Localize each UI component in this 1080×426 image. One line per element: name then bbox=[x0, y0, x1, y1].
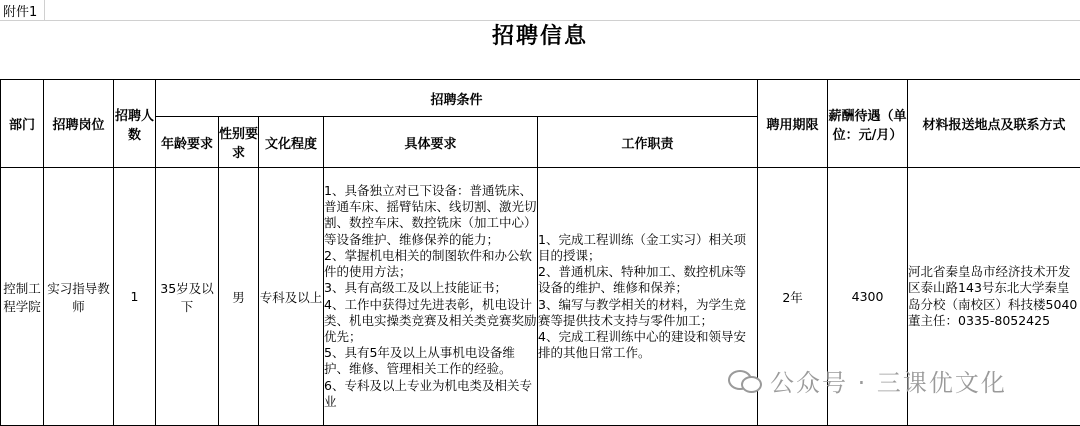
header-conditions: 招聘条件 bbox=[156, 80, 758, 117]
duty-item: 2、普通机床、特种加工、数控机床等设备的维护、维修和保养； bbox=[538, 264, 757, 296]
header-duties: 工作职责 bbox=[538, 117, 758, 168]
sheet-gridline bbox=[44, 0, 45, 20]
contact-address: 河北省秦皇岛市经济技术开发区泰山路143号东北大学秦皇岛分校（南校区）科技楼5040 bbox=[908, 264, 1080, 313]
cell-age: 35岁及以下 bbox=[156, 168, 219, 426]
requirement-item: 3、具有高级工及以上技能证书； bbox=[324, 280, 537, 296]
cell-duties bbox=[538, 168, 758, 426]
header-requirements: 具体要求 bbox=[324, 117, 538, 168]
header-term: 聘用期限 bbox=[758, 80, 828, 168]
cell-contact bbox=[908, 168, 1080, 426]
duty-item: 4、完成工程训练中心的建设和领导安排的其他日常工作。 bbox=[538, 329, 757, 361]
header-salary: 薪酬待遇（单位：元/月） bbox=[828, 80, 908, 168]
requirement-item: 6、专科及以上专业为机电类及相关专业 bbox=[324, 378, 537, 410]
requirement-item: 2、掌握机电相关的制图软件和办公软件的使用方法； bbox=[324, 248, 537, 280]
table-row bbox=[1, 168, 1080, 426]
duty-item: 1、完成工程训练（金工实习）相关项目的授课； bbox=[538, 232, 757, 264]
header-department: 部门 bbox=[1, 80, 44, 168]
page-title: 招聘信息 bbox=[0, 18, 1080, 56]
cell-gender: 男 bbox=[219, 168, 259, 426]
cell-salary: 4300 bbox=[828, 168, 908, 426]
header-count: 招聘人数 bbox=[114, 80, 156, 168]
header-contact: 材料报送地点及联系方式 bbox=[908, 80, 1080, 168]
contact-person: 董主任：0335-8052425 bbox=[908, 313, 1080, 329]
duty-item: 3、编写与教学相关的材料，为学生竞赛等提供技术支持与零件加工； bbox=[538, 297, 757, 329]
header-position: 招聘岗位 bbox=[44, 80, 114, 168]
requirement-item: 4、工作中获得过先进表彰，机电设计类、机电实操类竞赛及相关类竞赛奖励优先； bbox=[324, 297, 537, 346]
header-age: 年龄要求 bbox=[156, 117, 219, 168]
cell-count: 1 bbox=[114, 168, 156, 426]
header-education: 文化程度 bbox=[259, 117, 324, 168]
requirement-item: 1、具备独立对已下设备：普通铣床、普通车床、摇臂钻床、线切割、激光切割、数控车床、数控铣床（加工中心）等设备维护、维修保养的能力； bbox=[324, 183, 537, 248]
header-gender: 性别要求 bbox=[219, 117, 259, 168]
requirement-item: 5、具有5年及以上从事机电设备维护、维修、管理相关工作的经验。 bbox=[324, 345, 537, 377]
attachment-label: 附件1 bbox=[3, 1, 37, 20]
cell-term: 2年 bbox=[758, 168, 828, 426]
cell-department: 控制工程学院 bbox=[1, 168, 44, 426]
watermark-text: 公众号 · 三课优文化 bbox=[770, 363, 1007, 398]
recruit-table bbox=[0, 79, 1080, 426]
cell-requirements bbox=[324, 168, 538, 426]
cell-position: 实习指导教师 bbox=[44, 168, 114, 426]
cell-education: 专科及以上 bbox=[259, 168, 324, 426]
